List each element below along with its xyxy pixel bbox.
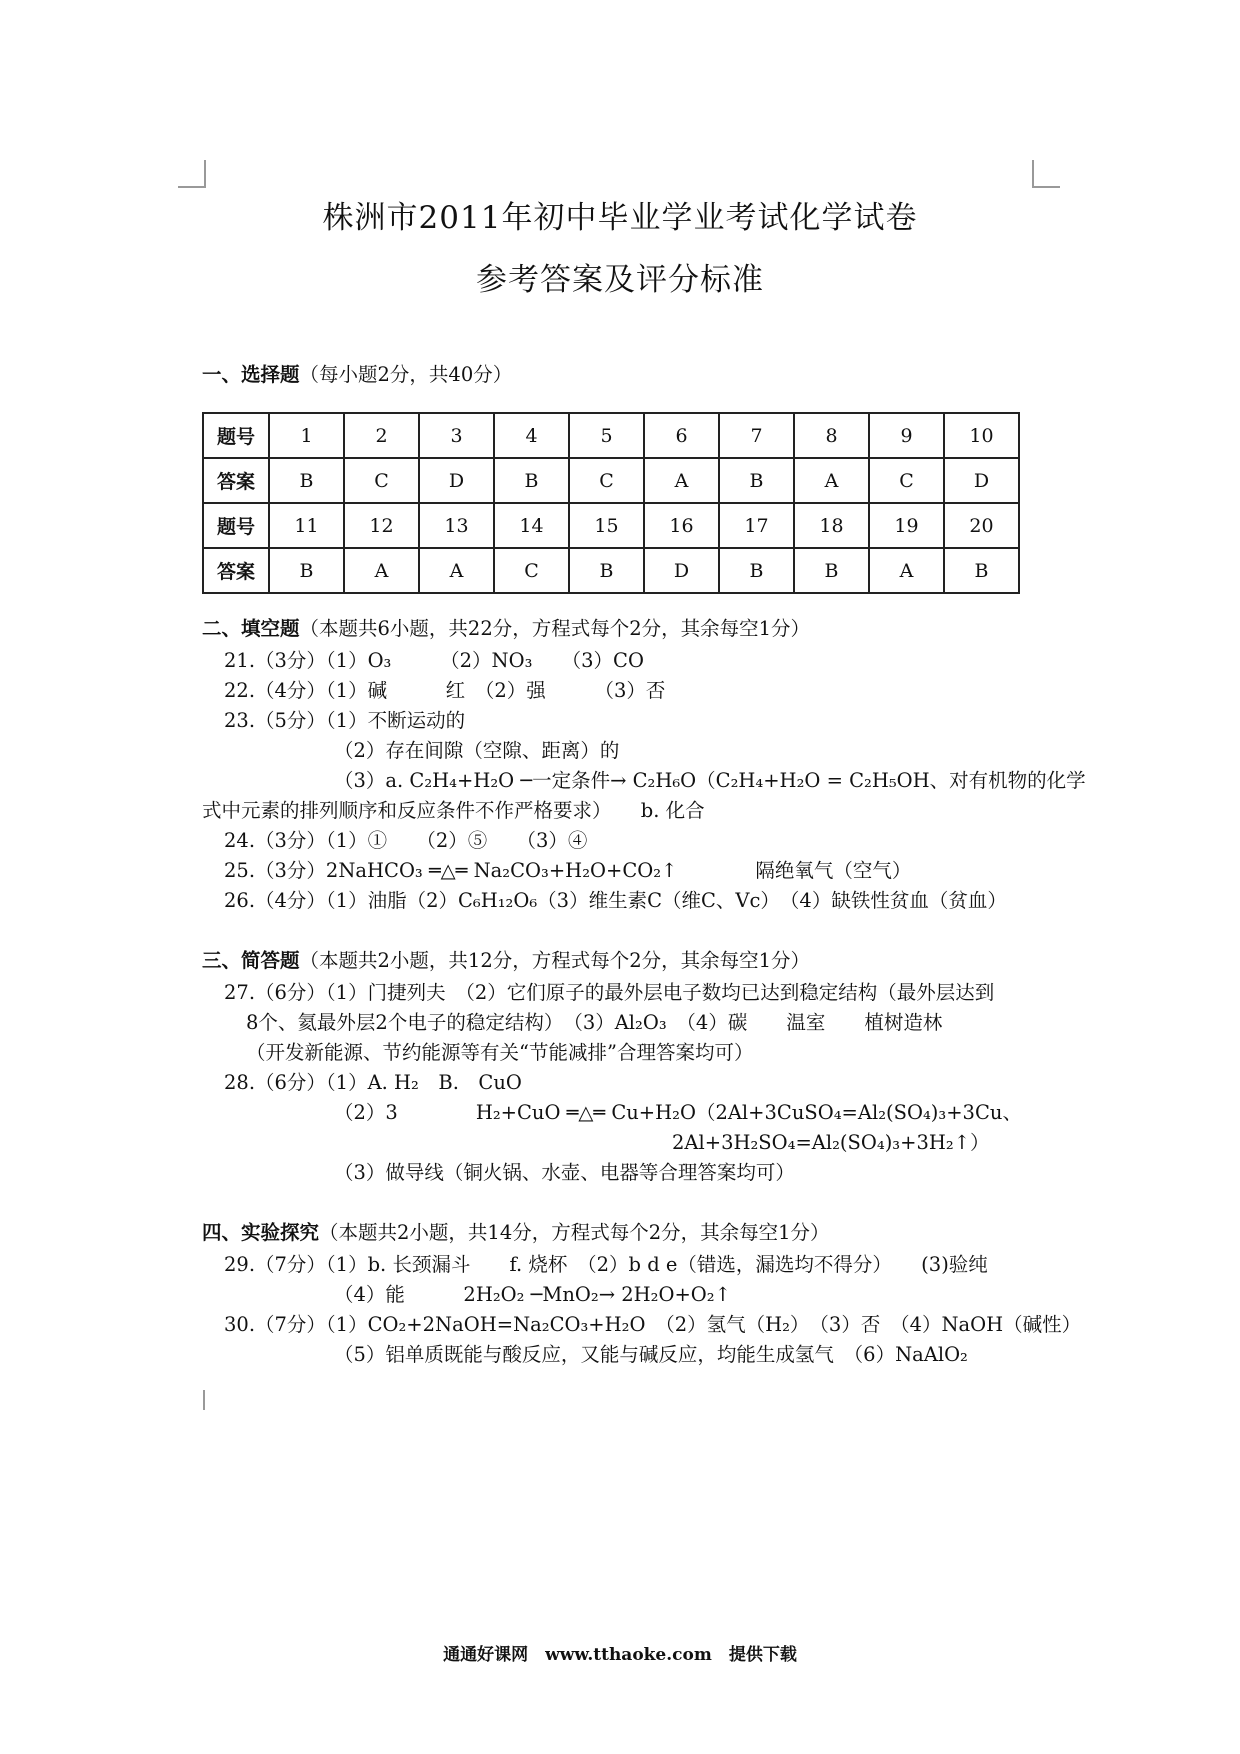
question-number-cell: 16 bbox=[644, 503, 719, 548]
answer-28-part2-continued: 2Al+3H₂SO₄=Al₂(SO₄)₃+3H₂↑） bbox=[672, 1131, 990, 1154]
table-row bbox=[203, 548, 1019, 593]
section-3-title: 三、简答题 bbox=[202, 949, 300, 972]
answer-26: 26.（4分）（1）油脂（2）C₆H₁₂O₆（3）维生素C（维C、Vc） （4）缺铁性贫血（贫血） bbox=[224, 889, 1007, 912]
question-number-cell: 9 bbox=[869, 413, 944, 458]
section-1-note: （每小题2分，共40分） bbox=[299, 363, 513, 386]
answer-cell: C bbox=[869, 458, 944, 503]
answer-cell: D bbox=[944, 458, 1019, 503]
question-number-cell: 4 bbox=[494, 413, 569, 458]
answer-cell: D bbox=[419, 458, 494, 503]
question-number-cell: 6 bbox=[644, 413, 719, 458]
answer-30-part1: 30.（7分）（1）CO₂+2NaOH=Na₂CO₃+H₂O （2）氢气（H₂） （3）否 （4）NaOH（碱性） bbox=[224, 1313, 1082, 1336]
section-3-heading bbox=[202, 946, 1042, 976]
question-number-header: 题号 bbox=[203, 413, 269, 458]
answer-content bbox=[202, 330, 1086, 1370]
answer-23-part1: 23.（5分）（1）不断运动的 bbox=[224, 709, 466, 732]
answer-29-part1: 29.（7分）（1）b. 长颈漏斗 f. 烧杯 （2）b d e（错选，漏选均不得分） (3)验纯 bbox=[224, 1253, 988, 1276]
question-number-cell: 2 bbox=[344, 413, 419, 458]
section-4-note: （本题共2小题，共14分，方程式每个2分，其余每空1分） bbox=[319, 1221, 830, 1244]
answer-cell: B bbox=[794, 548, 869, 593]
answer-cell: A bbox=[869, 548, 944, 593]
table-row bbox=[203, 503, 1019, 548]
question-number-cell: 8 bbox=[794, 413, 869, 458]
answer-27-part1: 27.（6分）（1）门捷列夫 （2）它们原子的最外层电子数均已达到稳定结构（最外层达到 bbox=[224, 981, 995, 1004]
answer-cell: C bbox=[494, 548, 569, 593]
answer-cell: C bbox=[569, 458, 644, 503]
answer-cell: A bbox=[644, 458, 719, 503]
answer-cell: B bbox=[719, 548, 794, 593]
question-number-cell: 18 bbox=[794, 503, 869, 548]
question-number-cell: 14 bbox=[494, 503, 569, 548]
table-row bbox=[203, 413, 1019, 458]
question-number-cell: 3 bbox=[419, 413, 494, 458]
question-number-cell: 13 bbox=[419, 503, 494, 548]
answer-25: 25.（3分）2NaHCO₃ ═△═ Na₂CO₃+H₂O+CO₂↑ 隔绝氧气（空气） bbox=[224, 859, 912, 882]
question-number-cell: 20 bbox=[944, 503, 1019, 548]
answer-cell: B bbox=[269, 548, 344, 593]
question-number-cell: 1 bbox=[269, 413, 344, 458]
question-number-header: 题号 bbox=[203, 503, 269, 548]
section-3-note: （本题共2小题，共12分，方程式每个2分，其余每空1分） bbox=[299, 949, 811, 972]
answer-cell: B bbox=[269, 458, 344, 503]
section-4-heading bbox=[202, 1218, 1042, 1248]
answer-29-part2: （4）能 2H₂O₂ ─MnO₂→ 2H₂O+O₂↑ bbox=[334, 1283, 731, 1306]
question-number-cell: 10 bbox=[944, 413, 1019, 458]
question-number-cell: 17 bbox=[719, 503, 794, 548]
page-corner-mark-top-right bbox=[1032, 160, 1060, 188]
question-number-cell: 19 bbox=[869, 503, 944, 548]
answer-23-part3-continued: 式中元素的排列顺序和反应条件不作严格要求） b. 化合 bbox=[202, 799, 705, 822]
section-1-heading bbox=[202, 360, 1042, 390]
answer-cell: B bbox=[944, 548, 1019, 593]
answer-23-part3: （3）a. C₂H₄+H₂O ─一定条件→ C₂H₆O（C₂H₄+H₂O = C₂H₅OH、对有机物的化学 bbox=[334, 769, 1086, 792]
answer-28-part3: （3）做导线（铜火锅、水壶、电器等合理答案均可） bbox=[334, 1161, 795, 1184]
choice-answer-table bbox=[202, 412, 1020, 594]
page-margin-mark bbox=[203, 1390, 205, 1410]
answer-27-part3: （开发新能源、节约能源等有关“节能减排”合理答案均可） bbox=[246, 1041, 754, 1064]
section-2-note: （本题共6小题，共22分，方程式每个2分，其余每空1分） bbox=[299, 617, 811, 640]
answer-28-part1: 28.（6分）（1）A. H₂ B. CuO bbox=[224, 1071, 522, 1094]
answer-24: 24.（3分）（1）① （2）⑤ （3）④ bbox=[224, 829, 588, 852]
answer-cell: A bbox=[344, 548, 419, 593]
question-number-cell: 5 bbox=[569, 413, 644, 458]
answer-cell: D bbox=[644, 548, 719, 593]
document-title: 株洲市2011年初中毕业学业考试化学试卷 bbox=[322, 200, 918, 236]
section-1-title: 一、选择题 bbox=[202, 363, 300, 386]
page-corner-mark-top-left bbox=[178, 160, 206, 188]
answer-22: 22.（4分）（1）碱 红 （2）强 （3）否 bbox=[224, 679, 666, 702]
answer-21: 21.（3分）（1）O₃ （2）NO₃ （3）CO bbox=[224, 649, 644, 672]
document-subtitle: 参考答案及评分标准 bbox=[476, 262, 764, 298]
answer-cell: A bbox=[794, 458, 869, 503]
answer-cell: B bbox=[719, 458, 794, 503]
answer-header: 答案 bbox=[203, 548, 269, 593]
answer-cell: C bbox=[344, 458, 419, 503]
section-4-title: 四、实验探究 bbox=[202, 1221, 320, 1244]
answer-cell: B bbox=[569, 548, 644, 593]
question-number-cell: 15 bbox=[569, 503, 644, 548]
answer-30-part2: （5）铝单质既能与酸反应，又能与碱反应，均能生成氢气 （6）NaAlO₂ bbox=[334, 1343, 968, 1366]
question-number-cell: 11 bbox=[269, 503, 344, 548]
section-2-heading bbox=[202, 614, 1042, 644]
answer-23-part2: （2）存在间隙（空隙、距离）的 bbox=[334, 739, 620, 762]
table-row bbox=[203, 458, 1019, 503]
question-number-cell: 12 bbox=[344, 503, 419, 548]
answer-cell: A bbox=[419, 548, 494, 593]
page-footer: 通通好课网 www.tthaoke.com 提供下载 bbox=[443, 1645, 797, 1665]
answer-cell: B bbox=[494, 458, 569, 503]
section-2-title: 二、填空题 bbox=[202, 617, 300, 640]
answer-header: 答案 bbox=[203, 458, 269, 503]
answer-27-part2: 8个、氦最外层2个电子的稳定结构） （3）Al₂O₃ （4）碳 温室 植树造林 bbox=[246, 1011, 943, 1034]
question-number-cell: 7 bbox=[719, 413, 794, 458]
answer-28-part2: （2）3 H₂+CuO ═△═ Cu+H₂O（2Al+3CuSO₄=Al₂(SO₄)₃+3Cu、 bbox=[334, 1101, 1022, 1124]
